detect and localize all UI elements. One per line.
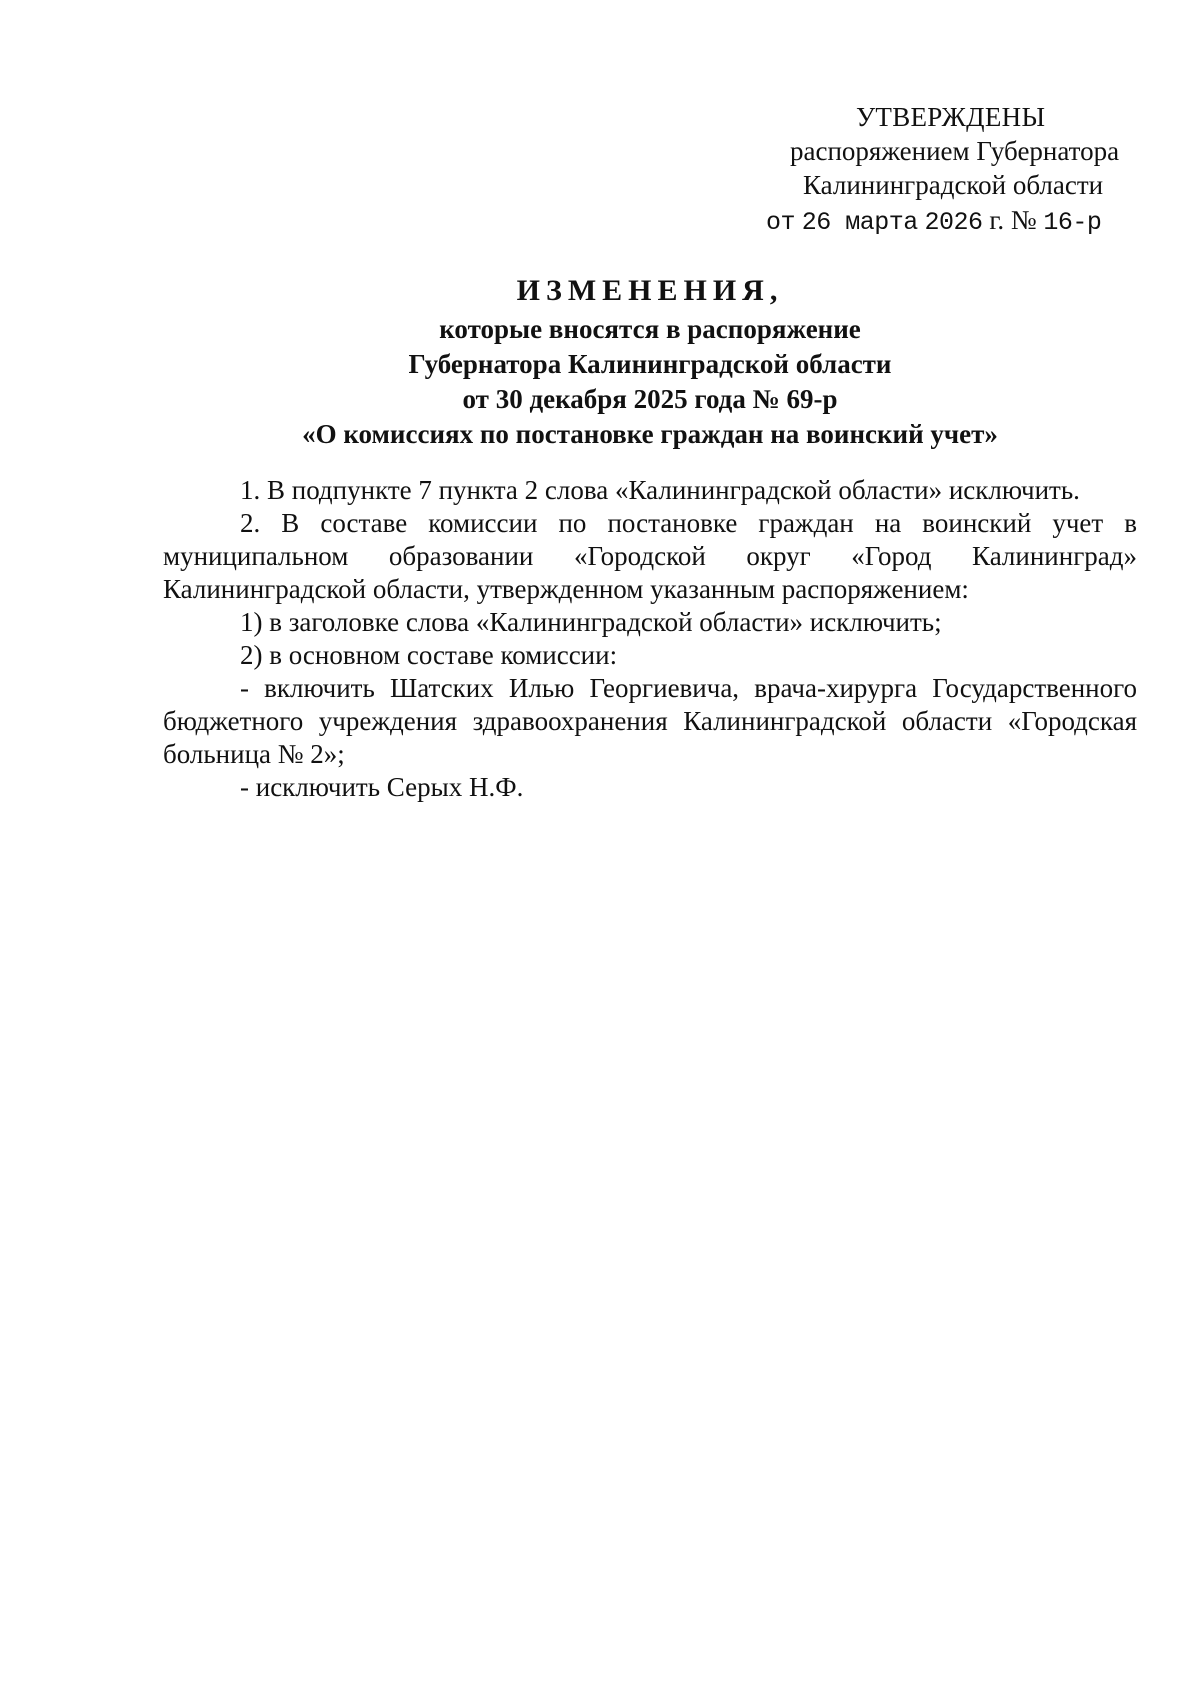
title-line-1: которые вносятся в распоряжение bbox=[439, 314, 861, 344]
title-heading: ИЗМЕНЕНИЯ, bbox=[516, 274, 784, 307]
title-line-2: Губернатора Калининградской области bbox=[408, 349, 892, 379]
approval-date-prefix: от bbox=[766, 208, 796, 237]
paragraph-1: 1. В подпункте 7 пункта 2 слова «Калининградской области» исключить. bbox=[240, 475, 1080, 505]
document-body bbox=[163, 474, 1137, 804]
approval-number: 16-р bbox=[1043, 208, 1102, 237]
approval-region: Калининградской области bbox=[803, 170, 1104, 200]
approval-date-line bbox=[700, 203, 1140, 240]
approval-date: 26 марта bbox=[801, 208, 918, 237]
paragraph-6: - исключить Серых Н.Ф. bbox=[240, 772, 524, 802]
paragraph-4: 2) в основном составе комиссии: bbox=[240, 640, 618, 670]
title-line-3: от 30 декабря 2025 года № 69-р bbox=[462, 384, 838, 414]
document-title bbox=[160, 270, 1140, 452]
approval-title: УТВЕРЖДЕНЫ bbox=[856, 102, 1046, 132]
approval-by-order: распоряжением Губернатора bbox=[790, 136, 1120, 166]
paragraph-2: 2. В составе комиссии по постановке граждан на воинский учет в муниципальном образовании «Городской округ «Город Калининград» Калининградской области, утвержденном указанным распоряжением: bbox=[163, 508, 1137, 604]
approval-stamp bbox=[700, 100, 1140, 240]
paragraph-5: - включить Шатских Илью Георгиевича, врача-хирурга Государственного бюджетного учреждения здравоохранения Калининградской области «Городская больница № 2»; bbox=[163, 673, 1137, 769]
paragraph-3: 1) в заголовке слова «Калининградской области» исключить; bbox=[240, 607, 942, 637]
approval-year: 2026 bbox=[924, 208, 983, 237]
approval-year-suffix: г. № bbox=[989, 205, 1037, 235]
title-line-4: «О комиссиях по постановке граждан на воинский учет» bbox=[302, 419, 998, 449]
